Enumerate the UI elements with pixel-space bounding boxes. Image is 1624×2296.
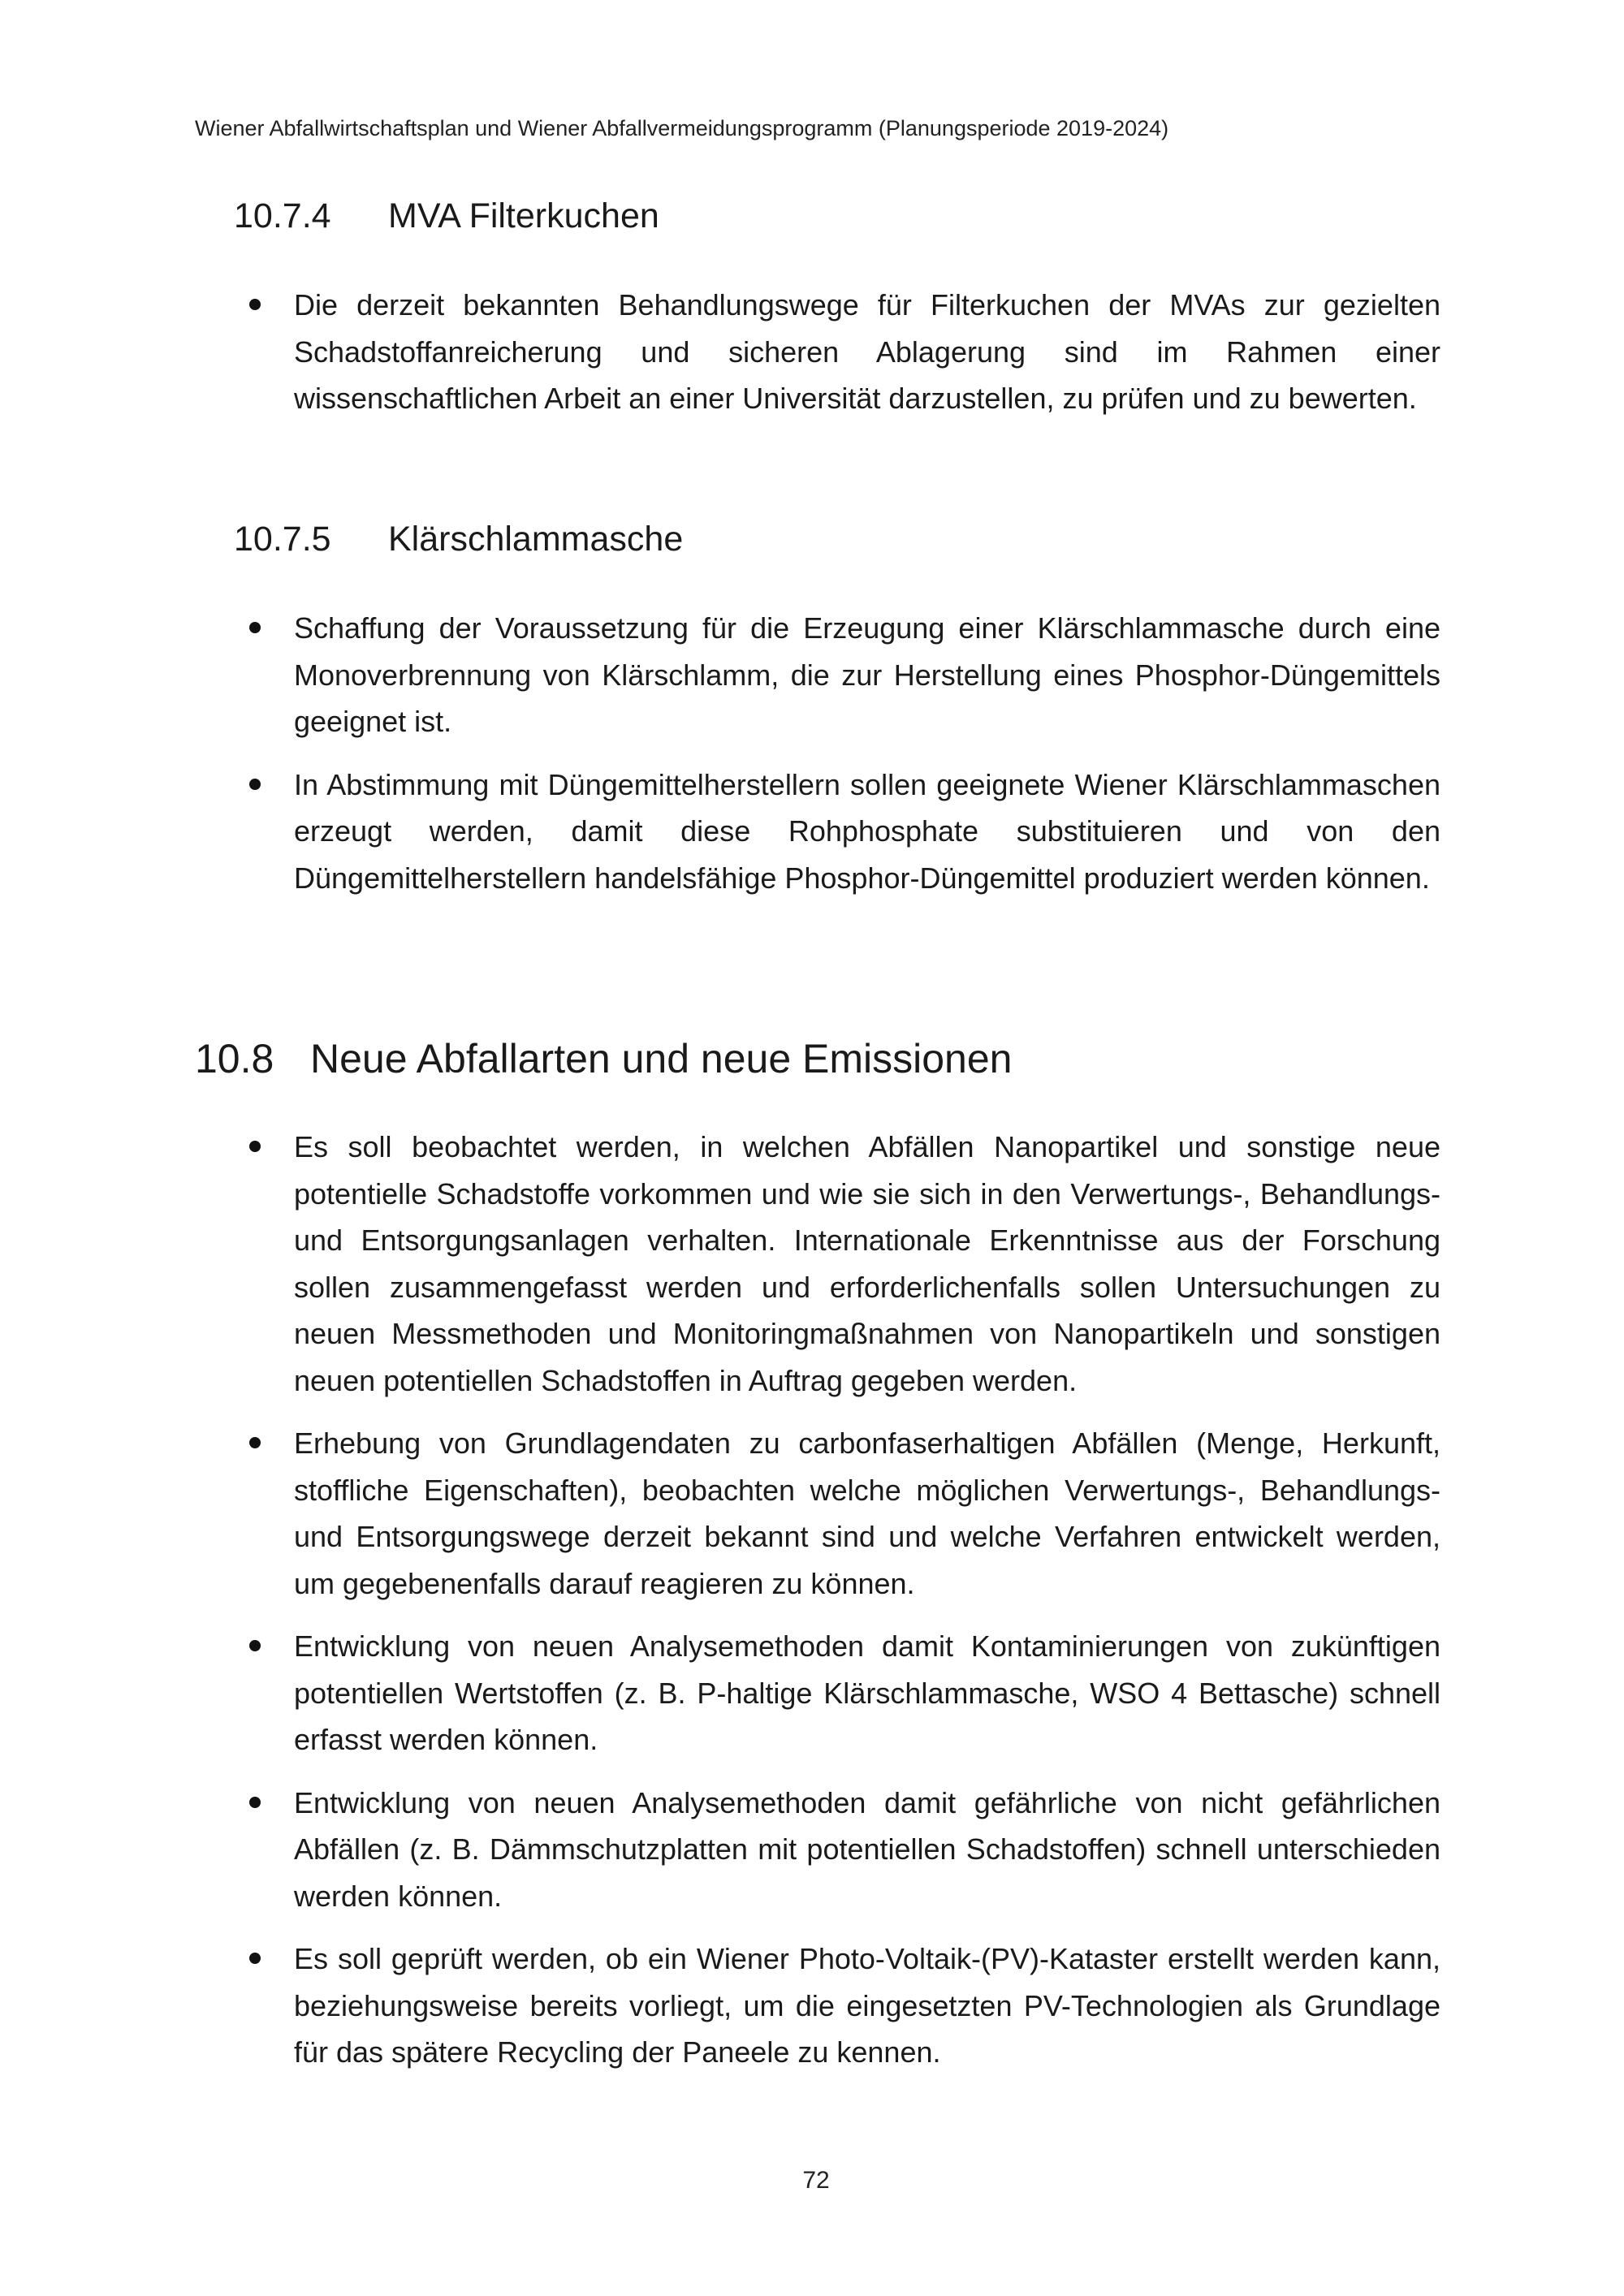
page-number: 72 (802, 2167, 830, 2194)
heading-title: Klärschlammasche (388, 520, 684, 559)
list-item: Entwicklung von neuen Analysemethoden damit gefährliche von nicht gefährlichen Abfällen (z. B. Dämmschutzplatten mit potentiellen Schadstoffen) schnell unterschieden werden können. (294, 1780, 1440, 1920)
bullet-icon (249, 1797, 261, 1808)
heading-title: MVA Filterkuchen (388, 196, 659, 235)
bullet-icon (249, 1141, 261, 1152)
heading-number: 10.8 (195, 1036, 274, 1081)
heading-number: 10.7.4 (234, 196, 331, 235)
heading-10-7-5 (234, 516, 1452, 562)
bullet-icon (249, 299, 261, 310)
heading-10-8 (195, 1033, 1462, 1085)
list-item: Schaffung der Voraussetzung für die Erzeugung einer Klärschlammasche durch eine Monoverbrennung von Klärschlamm, die zur Herstellung eines Phosphor-Düngemittels geeignet ist. (294, 605, 1440, 745)
list-item: Es soll beobachtet werden, in welchen Abfällen Nanopartikel und sonstige neue potentielle Schadstoffe vorkommen und wie sie sich in den Verwertungs-, Behandlungs- und Entsorgungsanlagen verhalten. Internationale Erkenntnisse aus der Forschung sollen zusammengefasst werden und erforderlichenfalls sollen Untersuchungen zu neuen Messmethoden und Monitoringmaßnahmen von Nanopartikeln und sonstigen neuen potentiellen Schadstoffen in Auftrag gegeben werden. (294, 1124, 1440, 1404)
bullet-icon (249, 1640, 261, 1651)
bullet-list-10-8 (0, 1124, 1440, 2076)
list-item: In Abstimmung mit Düngemittelherstellern sollen geeignete Wiener Klärschlammaschen erzeugt werden, damit diese Rohphosphate substituieren und von den Düngemittelherstellern handelsfähige Phosphor-Düngemittel produziert werden können. (294, 762, 1440, 902)
list-item: Entwicklung von neuen Analysemethoden damit Kontaminierungen von zukünftigen potentiellen Wertstoffen (z. B. P-haltige Klärschlammasche, WSO 4 Bettasche) schnell erfasst werden können. (294, 1623, 1440, 1763)
list-item: Die derzeit bekannten Behandlungswege für Filterkuchen der MVAs zur gezielten Schadstoffanreicherung und sicheren Ablagerung sind im Rahmen einer wissenschaftlichen Arbeit an einer Universität darzustellen, zu prüfen und zu bewerten. (294, 282, 1440, 422)
bullet-icon (249, 779, 261, 790)
heading-10-7-4 (234, 193, 1452, 239)
running-header: Wiener Abfallwirtschaftsplan und Wiener Abfallvermeidungsprogramm (Planungsperiode 2019-2024) (195, 116, 1169, 140)
heading-number: 10.7.5 (234, 520, 331, 559)
bullet-list-10-7-4 (0, 282, 1440, 422)
list-item: Erhebung von Grundlagendaten zu carbonfaserhaltigen Abfällen (Menge, Herkunft, stoffliche Eigenschaften), beobachten welche möglichen Verwertungs-, Behandlungs- und Entsorgungswege derzeit bekannt sind und welche Verfahren entwickelt werden, um gegebenenfalls darauf reagieren zu können. (294, 1420, 1440, 1607)
list-item: Es soll geprüft werden, ob ein Wiener Photo-Voltaik-(PV)-Kataster erstellt werden kann, beziehungsweise bereits vorliegt, um die eingesetzten PV-Technologien als Grundlage für das spätere Recycling der Paneele zu kennen. (294, 1936, 1440, 2076)
bullet-list-10-7-5 (0, 605, 1440, 901)
bullet-icon (249, 622, 261, 633)
bullet-icon (249, 1953, 261, 1964)
heading-title: Neue Abfallarten und neue Emissionen (310, 1036, 1013, 1081)
bullet-icon (249, 1437, 261, 1448)
